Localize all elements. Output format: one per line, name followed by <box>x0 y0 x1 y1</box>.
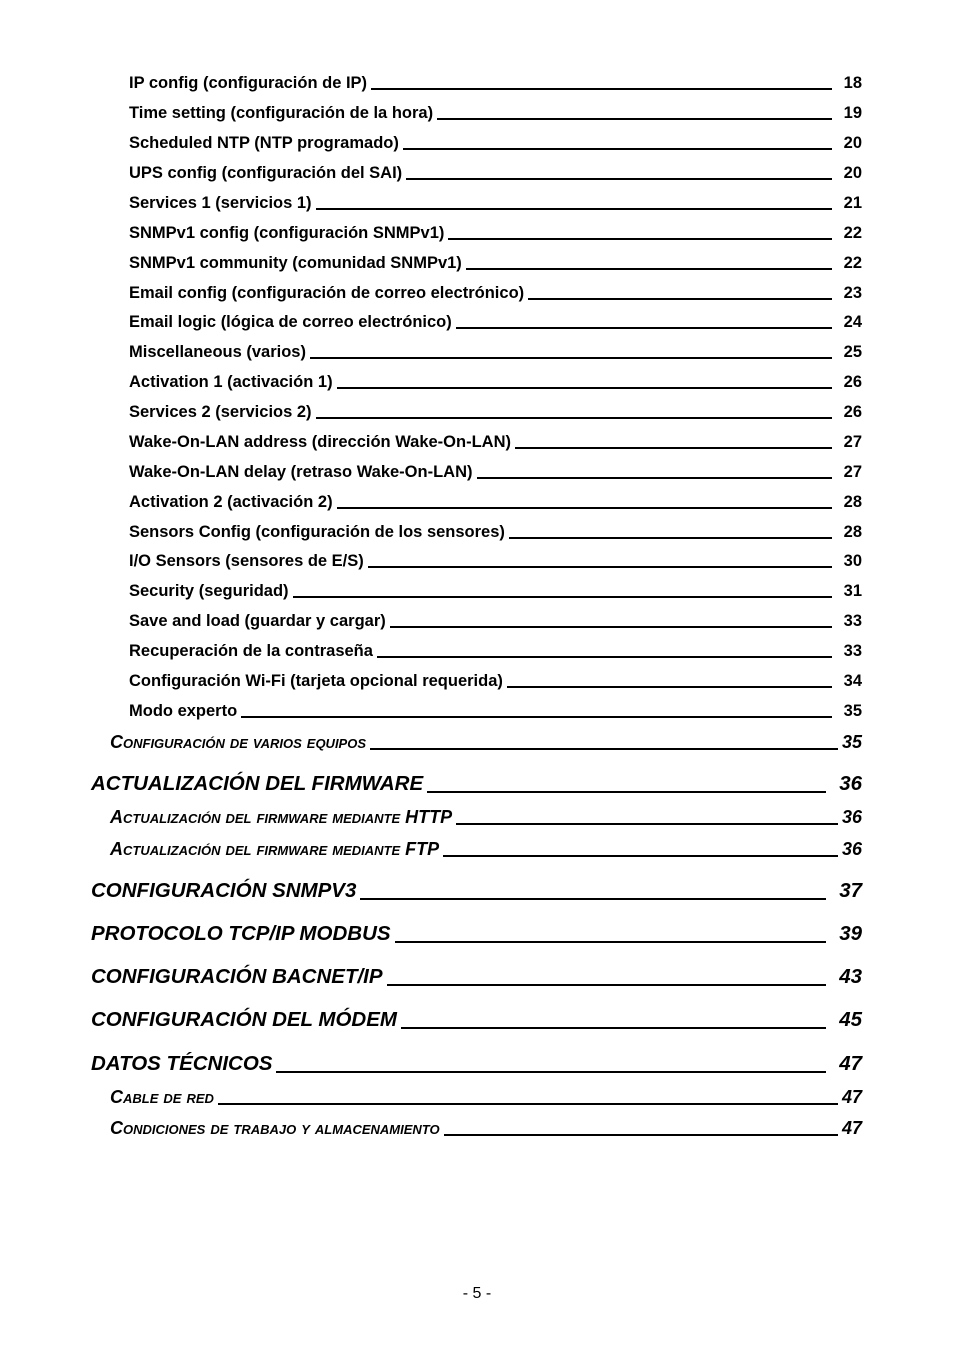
toc-section-page: 36 <box>839 772 862 795</box>
toc-entry-wol-address[interactable] <box>129 430 862 452</box>
toc-entry-title: I/O Sensors (sensores de E/S) <box>129 552 364 570</box>
toc-leader-line <box>276 1071 826 1073</box>
toc-section-page: 43 <box>839 965 862 988</box>
toc-entry-page: 22 <box>843 224 862 242</box>
toc-entry-firmware-http[interactable] <box>110 804 862 828</box>
toc-entry-services-1[interactable] <box>129 191 862 213</box>
toc-leader-line <box>316 208 832 210</box>
toc-entry-page: 26 <box>843 403 862 421</box>
toc-entry-page: 22 <box>843 254 862 272</box>
toc-entry-page: 33 <box>843 642 862 660</box>
toc-entry-title: UPS config (configuración del SAI) <box>129 164 403 182</box>
toc-entry-miscellaneous[interactable] <box>129 340 862 362</box>
toc-entry-time-setting[interactable] <box>129 101 862 123</box>
toc-entry-page: 30 <box>843 552 862 570</box>
toc-leader-line <box>437 118 832 120</box>
toc-entry-title: Wake-On-LAN address (dirección Wake-On-LAN) <box>129 433 511 451</box>
toc-leader-line <box>337 507 832 509</box>
page-number-footer: - 5 - <box>462 1285 492 1302</box>
toc-entry-page: 26 <box>843 373 862 391</box>
toc-entry-title: Cable de red <box>110 1087 214 1107</box>
toc-leader-line <box>509 537 832 539</box>
toc-leader-line <box>218 1103 838 1105</box>
toc-leader-line <box>395 941 826 943</box>
toc-entry-working-conditions[interactable] <box>110 1115 862 1139</box>
toc-entry-wol-delay[interactable] <box>129 460 862 482</box>
toc-leader-line <box>368 566 832 568</box>
toc-entry-page: 28 <box>843 523 862 541</box>
toc-entry-page: 28 <box>843 493 862 511</box>
toc-entry-title: Miscellaneous (varios) <box>129 343 306 361</box>
toc-section-technical-data[interactable] <box>91 1048 862 1076</box>
toc-entry-email-config[interactable] <box>129 281 862 303</box>
toc-section-bacnet[interactable] <box>91 961 862 989</box>
toc-leader-line <box>448 238 832 240</box>
toc-entry-services-2[interactable] <box>129 400 862 422</box>
toc-entry-title: IP config (configuración de IP) <box>129 74 368 92</box>
toc-entry-title: Services 2 (servicios 2) <box>129 403 312 421</box>
toc-entry-ip-config[interactable] <box>129 71 862 93</box>
toc-section-modbus[interactable] <box>91 918 862 946</box>
toc-entry-page: 25 <box>843 343 862 361</box>
toc-leader-line <box>387 984 826 986</box>
toc-entry-page: 20 <box>843 134 862 152</box>
toc-entry-page: 33 <box>843 612 862 630</box>
toc-entry-title: Scheduled NTP (NTP programado) <box>129 134 399 152</box>
toc-entry-page: 20 <box>843 164 862 182</box>
toc-leader-line <box>370 748 838 750</box>
toc-section-title: CONFIGURACIÓN DEL MÓDEM <box>91 1008 397 1031</box>
toc-section-modem[interactable] <box>91 1004 862 1032</box>
toc-section-snmpv3[interactable] <box>91 875 862 903</box>
toc-leader-line <box>515 447 832 449</box>
toc-entry-page: 36 <box>841 807 862 827</box>
toc-entry-page: 27 <box>843 463 862 481</box>
toc-section-page: 47 <box>839 1052 862 1075</box>
toc-entry-multi-device-config[interactable] <box>110 729 862 753</box>
toc-leader-line <box>456 823 838 825</box>
toc-leader-line <box>528 298 832 300</box>
toc-entry-save-load[interactable] <box>129 609 862 631</box>
toc-entry-wifi-config[interactable] <box>129 669 862 691</box>
toc-entry-title: Wake-On-LAN delay (retraso Wake-On-LAN) <box>129 463 473 481</box>
toc-entry-page: 47 <box>841 1118 862 1138</box>
toc-entry-title: Activation 1 (activación 1) <box>129 373 333 391</box>
toc-leader-line <box>293 596 832 598</box>
toc-section-page: 39 <box>839 922 862 945</box>
toc-entry-title: Actualización del firmware mediante FTP <box>110 839 440 859</box>
toc-entry-title: Configuración Wi-Fi (tarjeta opcional requerida) <box>129 672 503 690</box>
toc-leader-line <box>360 898 826 900</box>
toc-leader-line <box>390 626 832 628</box>
toc-entry-page: 18 <box>843 74 862 92</box>
toc-section-title: PROTOCOLO TCP/IP MODBUS <box>91 922 391 945</box>
toc-entry-title: Actualización del firmware mediante HTTP <box>110 807 453 827</box>
toc-entry-page: 34 <box>843 672 862 690</box>
toc-leader-line <box>377 656 832 658</box>
toc-leader-line <box>427 791 826 793</box>
toc-entry-title: Services 1 (servicios 1) <box>129 194 312 212</box>
toc-entry-activation-1[interactable] <box>129 370 862 392</box>
toc-entry-ups-config[interactable] <box>129 161 862 183</box>
toc-entry-title: Sensors Config (configuración de los sensores) <box>129 523 505 541</box>
toc-entry-page: 35 <box>843 702 862 720</box>
toc-leader-line <box>371 88 832 90</box>
toc-entry-page: 27 <box>843 433 862 451</box>
toc-entry-io-sensors[interactable] <box>129 549 862 571</box>
toc-entry-page: 35 <box>841 732 862 752</box>
toc-leader-line <box>401 1027 826 1029</box>
toc-entry-sensors-config[interactable] <box>129 520 862 542</box>
toc-entry-page: 31 <box>843 582 862 600</box>
toc-entry-title: Security (seguridad) <box>129 582 289 600</box>
toc-entry-activation-2[interactable] <box>129 490 862 512</box>
toc-entry-page: 23 <box>843 284 862 302</box>
toc-entry-title: Recuperación de la contraseña <box>129 642 373 660</box>
toc-entry-expert-mode[interactable] <box>129 699 862 721</box>
toc-entry-page: 21 <box>843 194 862 212</box>
toc-entry-page: 19 <box>843 104 862 122</box>
toc-leader-line <box>443 855 838 857</box>
toc-entry-title: SNMPv1 community (comunidad SNMPv1) <box>129 254 462 272</box>
toc-leader-line <box>316 417 832 419</box>
toc-entry-page: 24 <box>843 313 862 331</box>
toc-entry-snmpv1-community[interactable] <box>129 251 862 273</box>
toc-entry-title: Configuración de varios equipos <box>110 732 367 752</box>
toc-entry-password-recovery[interactable] <box>129 639 862 661</box>
toc-entry-title: Save and load (guardar y cargar) <box>129 612 386 630</box>
toc-entry-title: Modo experto <box>129 702 238 720</box>
toc-leader-line <box>466 268 832 270</box>
toc-entry-title: Time setting (configuración de la hora) <box>129 104 434 122</box>
toc-section-title: DATOS TÉCNICOS <box>91 1052 273 1075</box>
toc-entry-title: SNMPv1 config (configuración SNMPv1) <box>129 224 445 242</box>
toc-section-firmware-update[interactable] <box>91 768 862 796</box>
toc-leader-line <box>337 387 832 389</box>
toc-entry-firmware-ftp[interactable] <box>110 836 862 860</box>
toc-leader-line <box>406 178 832 180</box>
toc-entry-title: Activation 2 (activación 2) <box>129 493 333 511</box>
toc-leader-line <box>444 1134 838 1136</box>
toc-leader-line <box>310 357 832 359</box>
toc-entry-security[interactable] <box>129 579 862 601</box>
toc-entry-email-logic[interactable] <box>129 310 862 332</box>
toc-entry-page: 47 <box>841 1087 862 1107</box>
toc-entry-page: 36 <box>841 839 862 859</box>
toc-section-title: CONFIGURACIÓN BACNET/IP <box>91 965 383 988</box>
toc-leader-line <box>241 716 832 718</box>
toc-section-page: 45 <box>839 1008 862 1031</box>
toc-entry-title: Email config (configuración de correo electrónico) <box>129 284 525 302</box>
toc-leader-line <box>403 148 832 150</box>
toc-entry-network-cable[interactable] <box>110 1084 862 1108</box>
toc-entry-snmpv1-config[interactable] <box>129 221 862 243</box>
toc-entry-title: Email logic (lógica de correo electrónico) <box>129 313 452 331</box>
toc-leader-line <box>477 477 833 479</box>
toc-entry-title: Condiciones de trabajo y almacenamiento <box>110 1118 440 1138</box>
toc-section-page: 37 <box>839 879 862 902</box>
toc-entry-scheduled-ntp[interactable] <box>129 131 862 153</box>
toc-leader-line <box>507 686 832 688</box>
toc-section-title: ACTUALIZACIÓN DEL FIRMWARE <box>91 772 424 795</box>
toc-leader-line <box>456 327 832 329</box>
toc-section-title: CONFIGURACIÓN SNMPV3 <box>91 879 357 902</box>
